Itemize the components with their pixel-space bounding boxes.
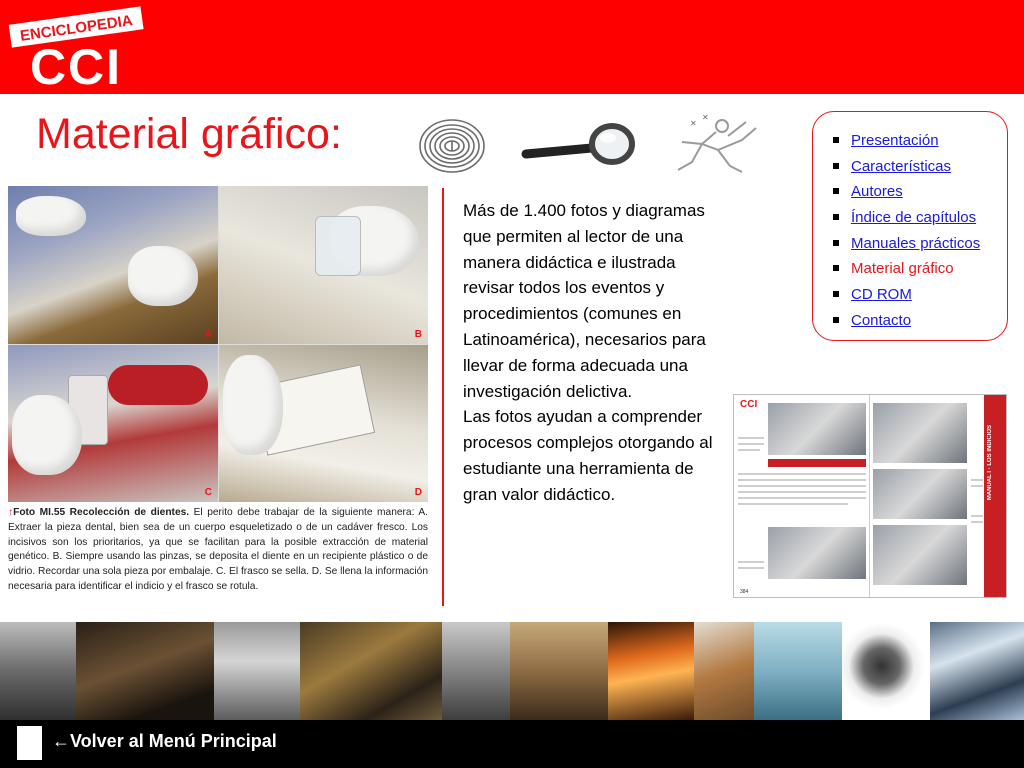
book-section-header [768, 459, 866, 467]
history-image-strip [0, 622, 1024, 720]
collage-forensic-doctor [754, 622, 842, 720]
text-line [738, 449, 760, 451]
book-side-tab-text: MANUAL I · LOS INDICIOS [987, 425, 993, 501]
divider-line [442, 188, 444, 606]
glove-shape [223, 355, 283, 455]
caption-arrow-icon: ↑ [8, 507, 14, 518]
plastic-container [315, 216, 361, 276]
nav-item-material-grafico [831, 256, 1007, 282]
book-image-gloves [768, 527, 866, 579]
photo-b-container [219, 186, 428, 344]
photo-caption [8, 506, 428, 595]
navigation-menu [812, 111, 1008, 341]
svg-text:ENCICLOPEDIA: ENCICLOPEDIA [19, 12, 134, 45]
magnifying-glass-icon [520, 118, 636, 172]
back-square-icon[interactable] [17, 726, 42, 760]
evidence-photo-grid [8, 186, 428, 502]
nav-link-caracteristicas[interactable]: Características [851, 157, 952, 175]
glove-shape [12, 395, 82, 475]
nav-link-manuales-practicos[interactable]: Manuales prácticos [851, 234, 981, 252]
text-line [738, 485, 866, 487]
nav-link-contacto[interactable]: Contacto [851, 311, 912, 329]
collage-crime-scene-photo [510, 622, 608, 720]
collage-engraving-anatomy [0, 622, 76, 720]
text-line [738, 437, 764, 439]
collage-anatomy-lesson-painting [76, 622, 214, 720]
collage-police-photo [442, 622, 510, 720]
seal-tape-roll [108, 365, 208, 405]
nav-link-material-grafico: Material gráfico [851, 260, 954, 278]
text-line [738, 479, 866, 481]
collage-lab-screens [930, 622, 1024, 720]
book-side-tab [984, 395, 1006, 597]
photo-a-tooth-extraction [8, 186, 218, 344]
svg-text:✕: ✕ [702, 114, 709, 122]
nav-item-manuales-practicos[interactable] [831, 231, 1007, 257]
fingerprint-icon [416, 116, 488, 176]
photo-d-labeling [219, 345, 428, 502]
book-image-tape [873, 469, 967, 519]
book-page-number: 384 [740, 589, 749, 595]
header-bar [0, 0, 1024, 94]
book-page-left [734, 395, 870, 597]
photo-c-sealing [8, 345, 218, 502]
text-line [971, 479, 983, 481]
caption-heading: Foto MI.55 Recolección de dientes. [13, 507, 190, 518]
photo-label-b: B [414, 329, 422, 340]
photo-label-a: A [204, 329, 212, 340]
back-to-main-menu-link[interactable]: ←Volver al Menú Principal [52, 731, 277, 751]
page-title: Material gráfico: [36, 110, 342, 158]
text-line [738, 491, 866, 493]
description-text [463, 198, 721, 508]
book-page-logo: CCI [740, 399, 758, 410]
nav-link-cd-rom[interactable]: CD ROM [851, 286, 912, 304]
nav-item-cd-rom[interactable] [831, 282, 1007, 308]
svg-text:CCI: CCI [29, 39, 123, 90]
nav-item-indice-capitulos[interactable] [831, 205, 1007, 231]
glove-shape [16, 196, 86, 236]
chalk-outline-icon [672, 114, 762, 176]
caption-body: El perito debe trabajar de la siguiente manera: A. Extraer la pieza dental, bien sea de un cuerpo esqueletizado o de un cadáver fresco. Los incisivos son los prioritarios, ya que se facilitan para la posible extracción de material genético. B. Siempre usando las pinzas, se deposita el diente en un recipiente plástico o de vidrio. Recordar una sola pieza por embalaje. C. El frasco se sella. D. Se llena la información necesaria para identificar el indicio y el frasco se rotula. [8, 507, 428, 592]
nav-item-autores[interactable] [831, 179, 1007, 205]
nav-item-presentacion[interactable] [831, 128, 1007, 154]
collage-chemist-sketch [214, 622, 300, 720]
nav-item-contacto[interactable] [831, 308, 1007, 334]
photo-label-c: C [204, 487, 212, 498]
collage-luminol-hand [608, 622, 694, 720]
text-line [971, 485, 983, 487]
collage-liberty-painting [300, 622, 442, 720]
nav-link-presentacion[interactable]: Presentación [851, 132, 939, 149]
nav-link-autores[interactable]: Autores [851, 183, 903, 201]
glove-shape [128, 246, 198, 306]
book-image-hand [873, 525, 967, 585]
enciclopedia-cci-logo [6, 6, 146, 90]
text-line [738, 497, 866, 499]
nav-link-indice-capitulos[interactable]: Índice de capítulos [851, 209, 977, 227]
book-image-prints [873, 403, 967, 463]
photo-label-d: D [414, 487, 422, 498]
description-paragraph-1: Más de 1.400 fotos y diagramas que permiten al lector de una manera didáctica e ilustrada revisar todos los eventos y procedimientos (comunes en Latinoamérica), necesarios para llevar de forma adecuada una investigación delictiva. [463, 201, 706, 401]
book-spread-image [733, 394, 1007, 598]
description-paragraph-2: Las fotos ayudan a comprender procesos complejos otorgando al estudiante una herramienta de gran valor didáctico. [463, 407, 713, 504]
text-line [971, 521, 983, 523]
text-line [738, 473, 866, 475]
text-line [738, 443, 764, 445]
nav-item-caracteristicas[interactable] [831, 154, 1007, 180]
collage-bone-evidence [694, 622, 754, 720]
text-line [738, 567, 764, 569]
svg-text:✕: ✕ [690, 119, 697, 128]
text-line [738, 561, 764, 563]
collage-handprint [842, 622, 930, 720]
book-image-fingerprints [768, 403, 866, 455]
text-line [738, 503, 848, 505]
book-page-right [871, 395, 1006, 597]
text-line [971, 515, 983, 517]
